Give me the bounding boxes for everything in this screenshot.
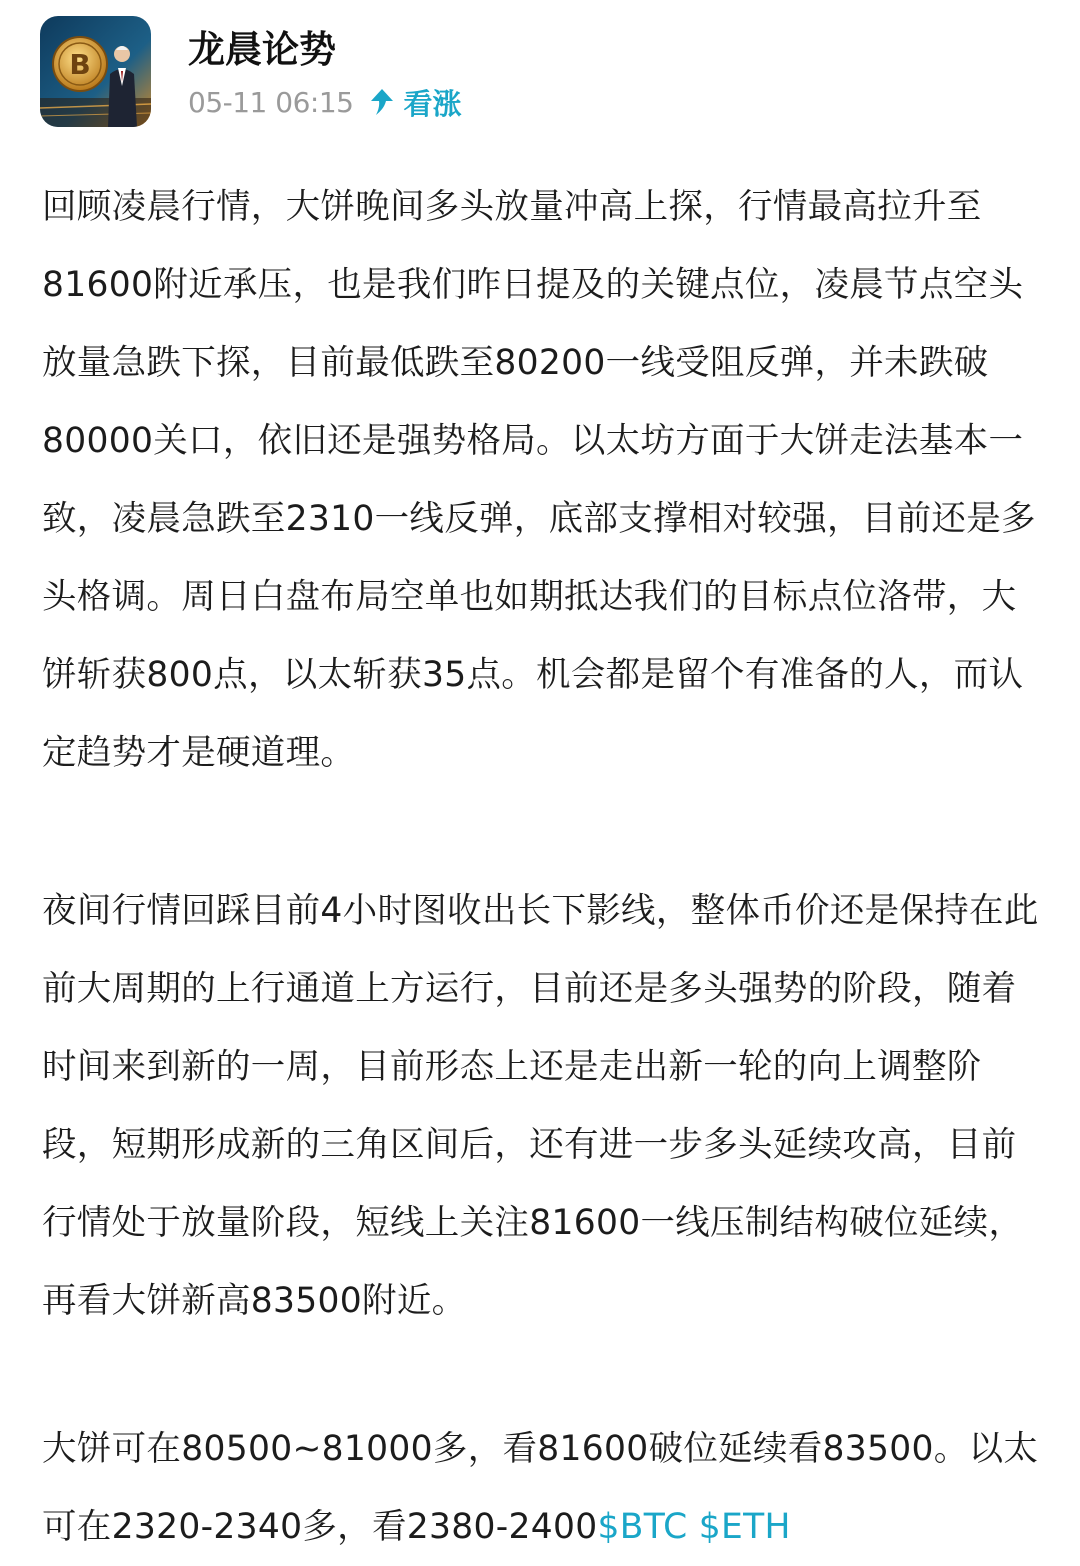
post-meta — [188, 82, 461, 122]
post-header — [40, 16, 1040, 128]
post-paragraph: 夜间行情回踩目前4小时图收出长下影线，整体币价还是保持在此前大周期的上行通道上方运行，目前还是多头强势的阶段，随着时间来到新的一周，目前形态上还是走出新一轮的向上调整阶段，短期形成新的三角区间后，还有进一步多头延续攻高，目前行情处于放量阶段，短线上关注81600一线压制结构破位延续，再看大饼新高83500附近。 — [42, 891, 1039, 1321]
post-paragraph: 回顾凌晨行情，大饼晚间多头放量冲高上探，行情最高拉升至81600附近承压，也是我们昨日提及的关键点位，凌晨节点空头放量急跌下探，目前最低跌至80200一线受阻反弹，并未跌破80000关口，依旧还是强势格局。以太坊方面于大饼走法基本一致，凌晨急跌至2310一线反弹，底部支撑相对较强，目前还是多头格调。周日白盘布局空单也如期抵达我们的目标点位洛带，大饼斩获800点，以太斩获35点。机会都是留个有准备的人，而认定趋势才是硬道理。 — [42, 187, 1036, 773]
sentiment-badge — [369, 82, 461, 123]
post-timestamp: 05-11 06:15 — [188, 85, 354, 119]
post-paragraph-text: 大饼可在80500~81000多，看81600破位延续看83500。以太可在2320-2340多，看2380-2400 — [42, 1429, 1039, 1547]
eth-tag-link[interactable]: $ETH — [698, 1507, 791, 1547]
sentiment-label: 看涨 — [403, 86, 462, 121]
svg-text:B: B — [69, 48, 91, 81]
post-body — [42, 168, 1042, 1566]
post-paragraph-with-tags — [42, 1410, 1042, 1566]
author-avatar[interactable] — [40, 16, 151, 127]
bitcoin-businessman-avatar-icon — [40, 16, 151, 127]
btc-tag-link[interactable]: $BTC — [597, 1507, 688, 1547]
bullish-arrow-icon — [369, 87, 395, 117]
author-name[interactable]: 龙晨论势 — [188, 28, 336, 71]
